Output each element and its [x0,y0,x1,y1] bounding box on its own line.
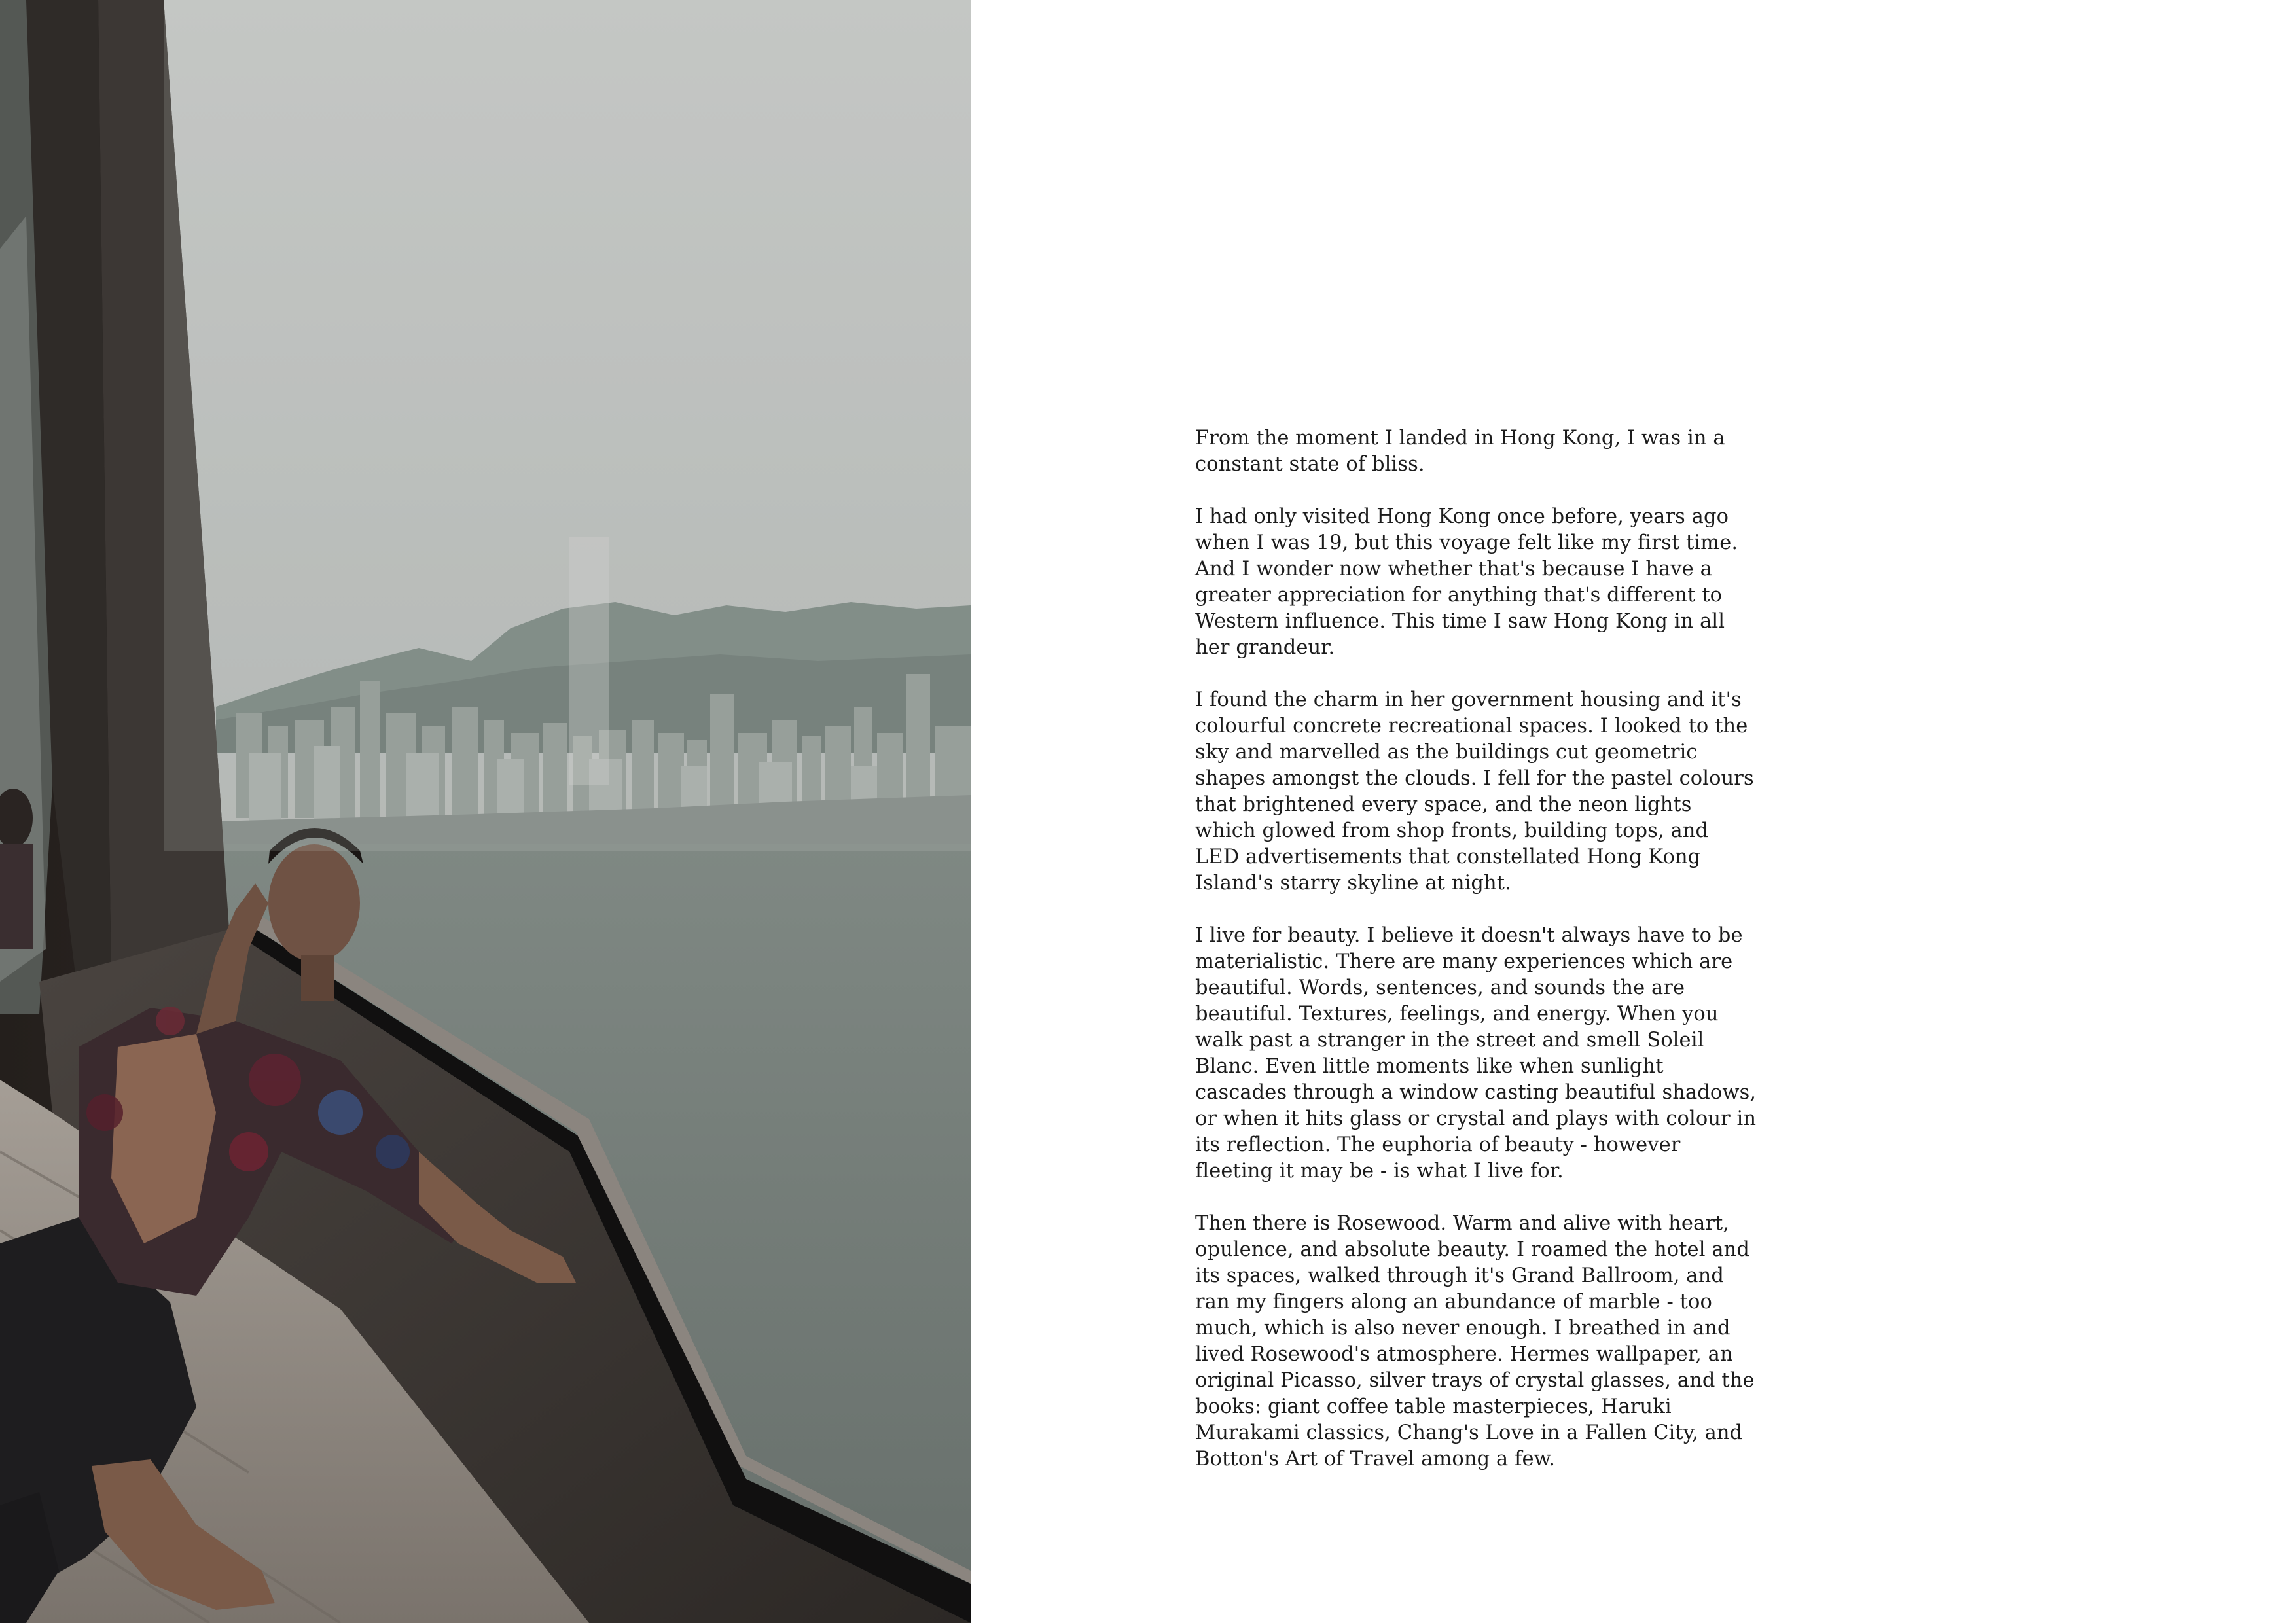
article-text [1195,425,1758,1499]
paragraph-2: I had only visited Hong Kong once before, years ago when I was 19, but this voyage felt like my first time. And I wonder now whether that's because I have a greater appreciation for anything that's different to Western influence. This time I saw Hong Kong in all her grandeur. [1195,505,1738,659]
paragraph-3: I found the charm in her government housing and it's colourful concrete recreational spaces. I looked to the sky and marvelled as the buildings cut geometric shapes amongst the clouds. I fell for the pastel colours that brightened every space, and the neon lights which glowed from shop fronts, building tops, and LED advertisements that constellated Hong Kong Island's starry skyline at night. [1195,688,1754,895]
hotel-window-photo [0,0,971,1623]
paragraph-4: I live for beauty. I believe it doesn't always have to be materialistic. There are many experiences which are beautiful. Words, sentences, and sounds the are beautiful. Textures, feelings, and energy. When you walk past a stranger in the street and smell Soleil Blanc. Even little moments like when sunlight cascades through a window casting beautiful shadows, or when it hits glass or crystal and plays with colour in its reflection. The euphoria of beauty - however fleeting it may be - is what I live for. [1195,924,1757,1183]
paragraph-1: From the moment I landed in Hong Kong, I was in a constant state of bliss. [1195,427,1725,476]
photo-man-by-window-icon [0,0,971,1623]
paragraph-5: Then there is Rosewood. Warm and alive with heart, opulence, and absolute beauty. I roamed the hotel and its spaces, walked through it's Grand Ballroom, and ran my fingers along an abundance of marble - too much, which is also never enough. I breathed in and lived Rosewood's atmosphere. Hermes wallpaper, an original Picasso, silver trays of crystal glasses, and the books: giant coffee table masterpieces, Haruki Murakami classics, Chang's Love in a Fallen City, and Botton's Art of Travel among a few. [1195,1212,1755,1471]
